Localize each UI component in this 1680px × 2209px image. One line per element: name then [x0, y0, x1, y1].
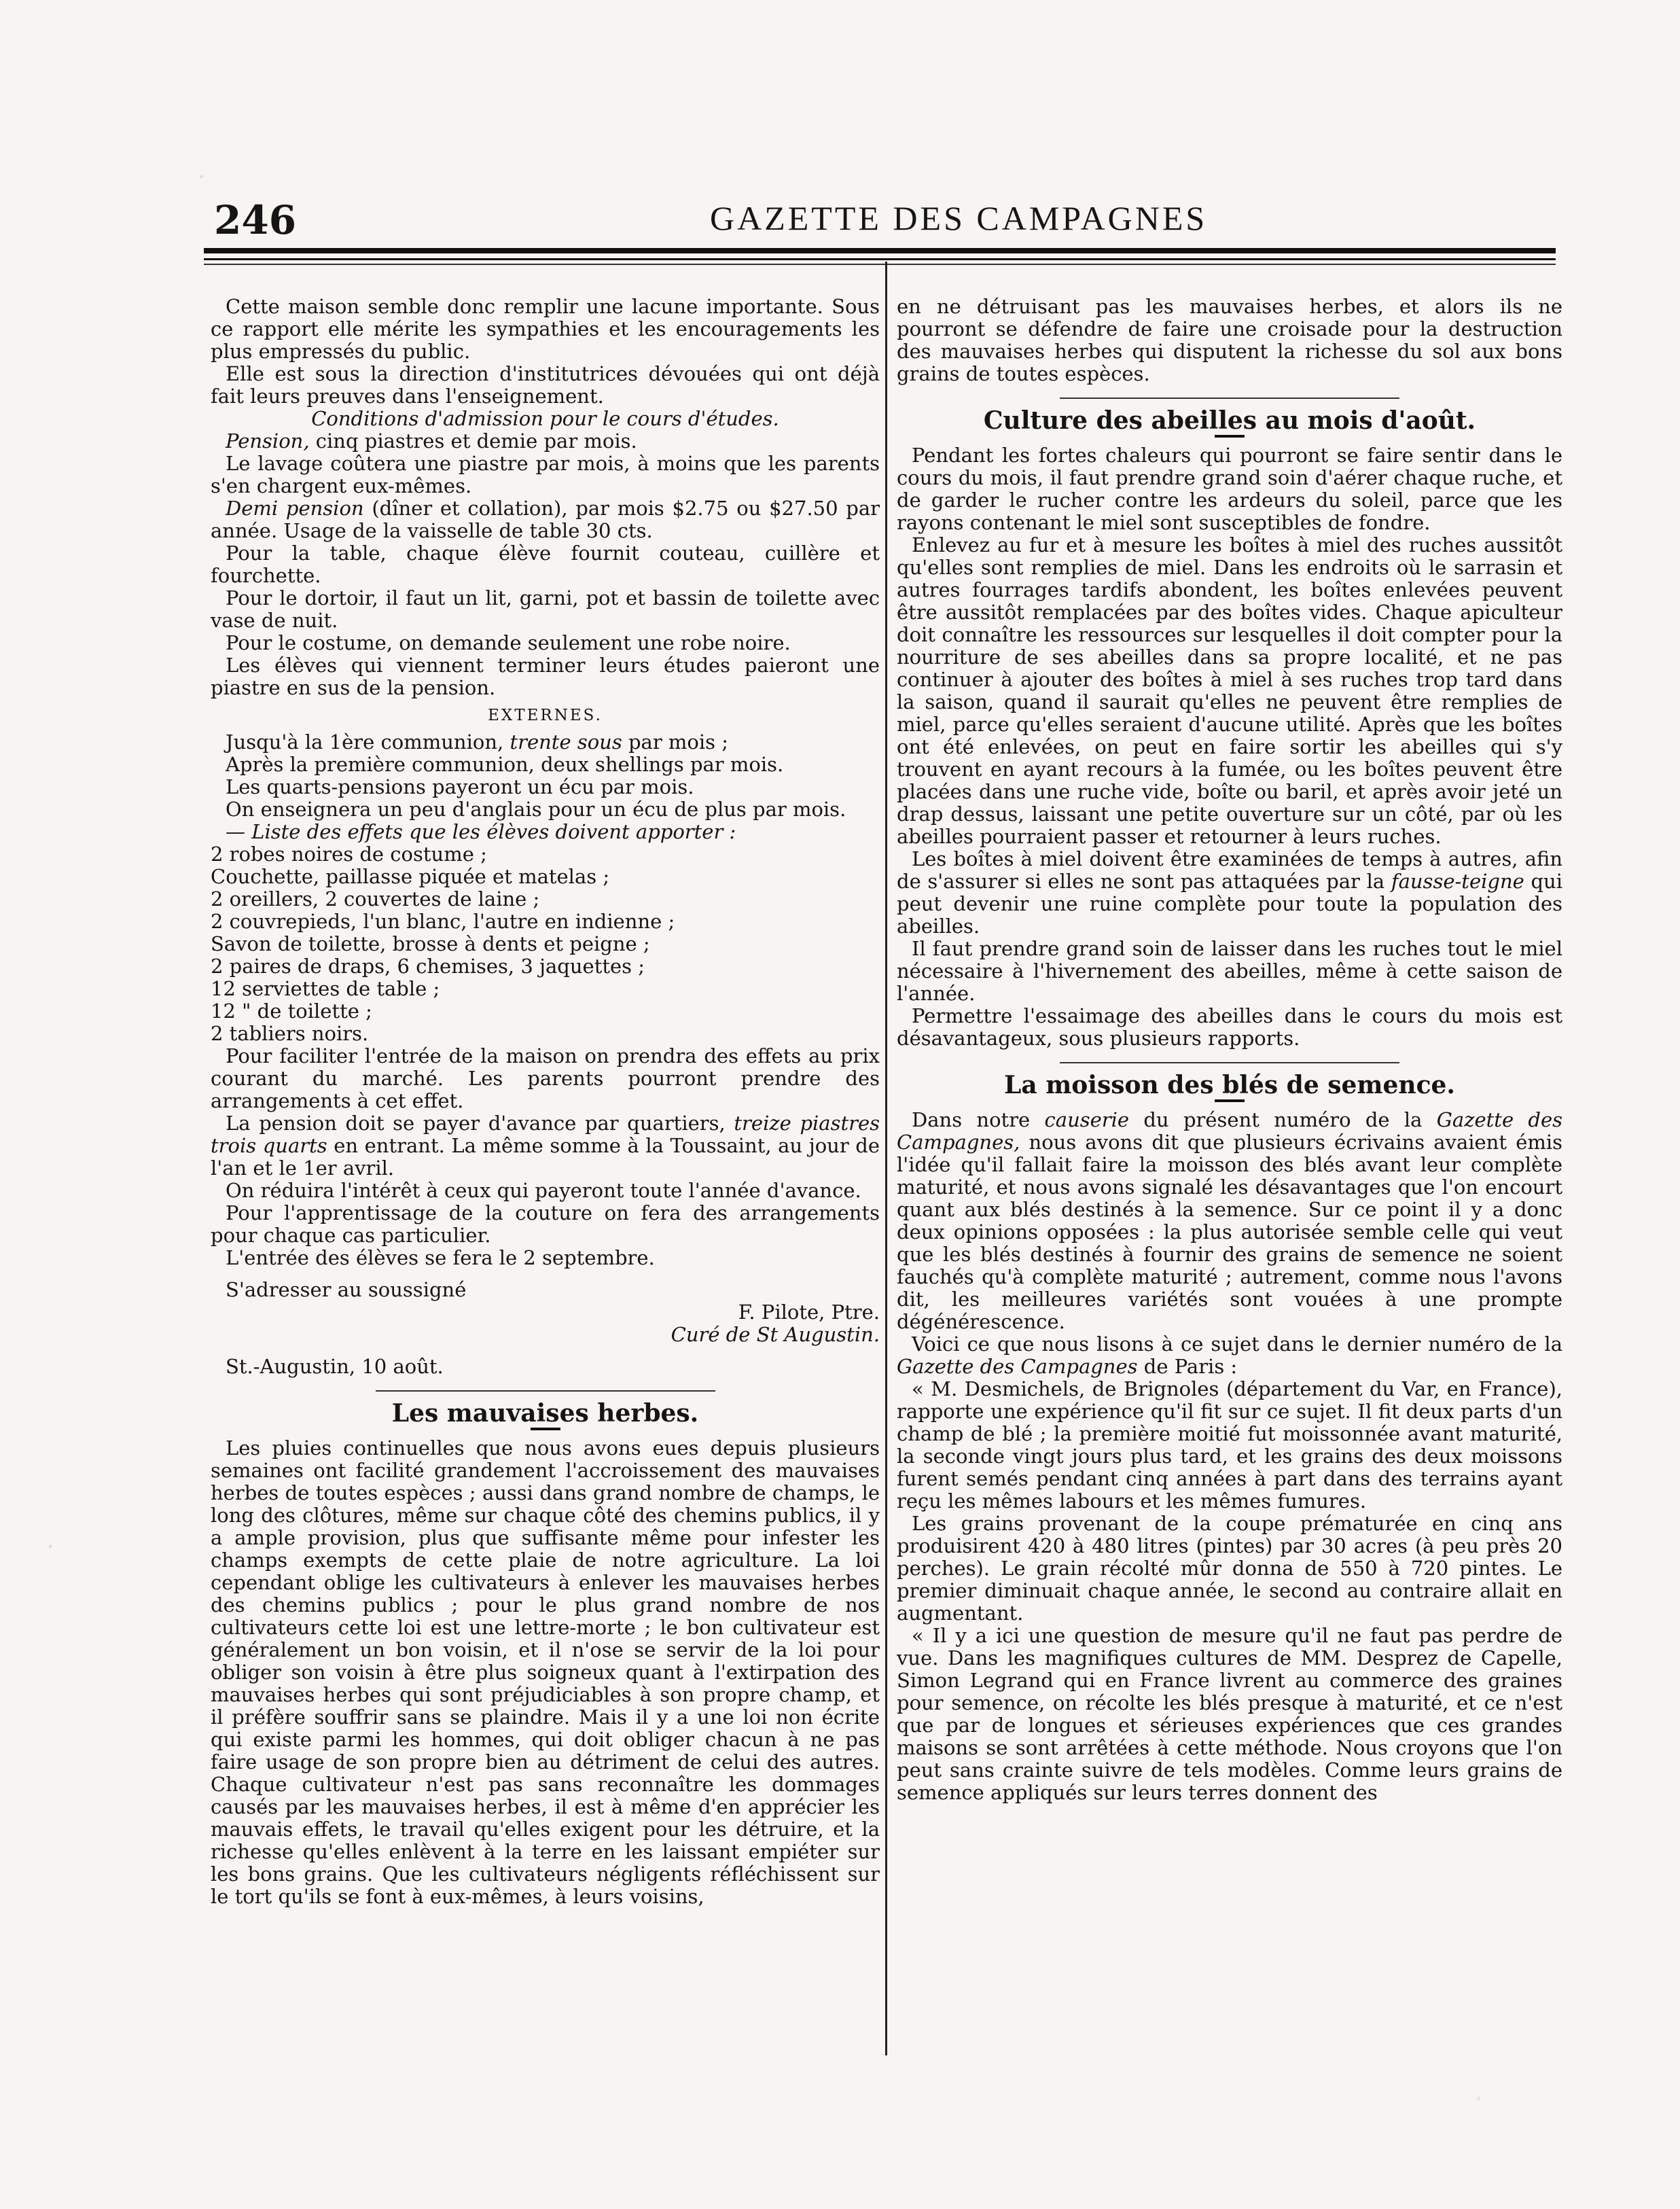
signature-block: [211, 1301, 880, 1346]
entree-paragraph: L'entrée des élèves se fera le 2 septembre.: [226, 1246, 655, 1269]
header-rule-thin: [204, 258, 1556, 260]
table-paragraph: Pour la table, chaque élève fournit couteau, cuillère et fourchette.: [211, 542, 880, 587]
list-item: 2 robes noires de costume ;: [211, 843, 487, 866]
left-column: [211, 296, 880, 1908]
abeilles-paragraph-5: Permettre l'essaimage des abeilles dans le cours du mois est désavantageux, sous plusieurs rapports.: [897, 1004, 1562, 1050]
mauvaises-herbes-heading: Les mauvaises herbes.: [391, 1399, 699, 1428]
signature-title: Curé de St Augustin.: [671, 1323, 880, 1346]
dortoir-paragraph: Pour le dortoir, il faut un lit, garni, pot et bassin de toilette avec vase de nuit.: [211, 586, 880, 632]
page-number: 246: [214, 197, 297, 243]
heading-dash: [1215, 1099, 1245, 1102]
moisson-heading: La moisson des blés de semence.: [1004, 1071, 1455, 1099]
abeilles-heading: Culture des abeilles au mois d'août.: [983, 406, 1476, 435]
list-item: Couchette, paillasse piquée et matelas ;: [211, 865, 610, 888]
externes-line-2: Après la première communion, deux shellings par mois.: [226, 753, 784, 776]
heading-dash: [1215, 435, 1245, 438]
list-item: 12 " de toilette ;: [211, 1000, 372, 1023]
moisson-paragraph-2: Voici ce que nous lisons à ce sujet dans le dernier numéro de la Gazette des Campagnes de Paris :: [897, 1332, 1562, 1378]
couture-paragraph: Pour l'apprentissage de la couture on fera des arrangements pour chaque cas particulier.: [211, 1201, 880, 1247]
externes-heading: EXTERNES.: [488, 707, 603, 724]
pension-paragraph: Pension, cinq piastres et demie par mois.: [226, 429, 637, 453]
lavage-paragraph: Le lavage coûtera une piastre par mois, à moins que les parents s'en chargent eux-mêmes.: [211, 452, 880, 497]
right-column: [897, 296, 1562, 1804]
conditions-heading: Conditions d'admission pour le cours d'études.: [311, 407, 779, 430]
dateline: St.-Augustin, 10 août.: [226, 1355, 444, 1378]
externes-line-1: Jusqu'à la 1ère communion, trente sous par mois ;: [226, 730, 729, 754]
section-rule: [1060, 397, 1399, 399]
header-rule-thin-2: [204, 264, 1556, 265]
section-rule: [1060, 1062, 1399, 1063]
costume-paragraph: Pour le costume, on demande seulement une robe noire.: [226, 631, 791, 654]
abeilles-paragraph-4: Il faut prendre grand soin de laisser dans les ruches tout le miel nécessaire à l'hivernement des abeilles, même à cette saison de l'année.: [897, 937, 1562, 1005]
heading-dash: [531, 1428, 560, 1430]
header-rule: [204, 248, 1556, 253]
eleves-paragraph: Les élèves qui viennent terminer leurs études paieront une piastre en sus de la pension.: [211, 654, 880, 699]
abeilles-paragraph-2: Enlevez au fur et à mesure les boîtes à miel des ruches aussitôt qu'elles sont remplies de miel. Dans les endroits où le sarrasin et autres fourrages tardifs abondent, les boîtes enlevées peuvent être aussitôt remplacées par des boîtes vides. Chaque apiculteur doit connaître les ressources sur lesquelles il doit compter pour la nourriture de ses abeilles dans sa propre localité, et ne pas continuer à ajouter des boîtes à miel à ses ruches trop tard dans la saison, quand il saurait qu'elles ne peuvent être remplies de miel, parce qu'elles seraient d'aucune utilité. Après que les boîtes ont été enlevées, on peut en faire sortir les abeilles qui s'y trouvent en ayant recours à la fumée, ou les boîtes peuvent être placées dans une ruche vide, boîte ou baril, et après avoir jeté un drap dessus, laissant une petite ouverture sur un côté, par où les abeilles pourraient passer et retourner à leurs ruches.: [897, 533, 1562, 848]
page-header: [204, 190, 1562, 245]
signature-name: F. Pilote, Ptre.: [738, 1301, 880, 1324]
newspaper-title: GAZETTE DES CAMPAGNES: [710, 199, 1208, 237]
adresser-paragraph: S'adresser au soussigné: [226, 1278, 467, 1301]
demi-pension-paragraph: Demi pension (dîner et collation), par mois $2.75 ou $27.50 par année. Usage de la vaisselle de table 30 cts.: [211, 497, 880, 542]
abeilles-paragraph-3: Les boîtes à miel doivent être examinées de temps à autres, afin de s'assurer si elles ne sont pas attaquées par la fausse-teigne qui peut devenir une ruine complète pour toute la population des abeilles.: [897, 847, 1562, 938]
list-item: 12 serviettes de table ;: [211, 977, 440, 1000]
list-item: 2 tabliers noirs.: [211, 1022, 369, 1045]
list-item: Savon de toilette, brosse à dents et peigne ;: [211, 932, 650, 955]
list-item: 2 oreillers, 2 couvertes de laine ;: [211, 887, 540, 911]
mauvaises-herbes-article: Les pluies continuelles que nous avons eues depuis plusieurs semaines ont facilité grandement l'accroissement des mauvaises herbes de toutes espèces ; aussi dans grand nombre de champs, le long des clôtures, même sur chaque côté des chemins publics, il y a ample provision, plus que suffisante même pour infester les champs exempts de cette plaie de notre agriculture. La loi cependant oblige les cultivateurs à enlever les mauvaises herbes des chemins publics ; pour le plus grand nombre de nos cultivateurs cette loi est une lettre-morte ; le bon cultivateur est généralement un bon voisin, et il n'ose se servir de la loi pour obliger son voisin à être plus soigneux quant à l'extirpation des mauvaises herbes qui sont préjudiciables à son propre champ, et il préfère souffrir sans se plaindre. Mais il y a une loi non écrite qui existe parmi les hommes, qui doit obliger chacun à ne pas faire usage de son propre bien au détriment de celui des autres. Chaque cultivateur n'est pas sans reconnaître les dommages causés par les mauvaises herbes, il est à même d'en apprécier les mauvais effets, le travail qu'elles exigent pour les détruire, et la richesse qu'elles enlèvent à la terre en les laissant empiéter sur les bons grains. Que les cultivateurs négligents réfléchissent sur le tort qu'ils se font à eux-mêmes, à leurs voisins,: [211, 1436, 880, 1908]
direction-paragraph: Elle est sous la direction d'institutrices dévouées qui ont déjà fait leurs preuves dans l'enseignement.: [211, 362, 880, 408]
moisson-paragraph-5: « Il y a ici une question de mesure qu'il ne faut pas perdre de vue. Dans les magnifiques cultures de MM. Desprez de Capelle, Simon Legrand qui en France livrent au commerce des graines pour semence, on récolte les blés presque à maturité, et ce n'est que par de longues et sérieuses expériences que ces grandes maisons se sont arrêtées à cette méthode. Nous croyons que l'on peut sans crainte suivre de tels modèles. Comme leurs grains de semence appliqués sur leurs terres donnent des: [897, 1624, 1562, 1804]
intro-paragraph: Cette maison semble donc remplir une lacune importante. Sous ce rapport elle mérite les sympathies et les encouragements les plus empressés du public.: [211, 295, 880, 363]
faciliter-paragraph: Pour faciliter l'entrée de la maison on prendra des effets au prix courant du marché. Les parents pourront prendre des arrangements à cet effet.: [211, 1044, 880, 1112]
pension-payment-paragraph: La pension doit se payer d'avance par quartiers, treize piastres trois quarts en entrant. La même somme à la Toussaint, au jour de l'an et le 1er avril.: [211, 1112, 880, 1180]
list-item: 2 couvrepieds, l'un blanc, l'autre en indienne ;: [211, 910, 675, 933]
moisson-paragraph-3: « M. Desmichels, de Brignoles (département du Var, en France), rapporte une expérience qu'il fit sur ce sujet. Il fit deux parts d'un champ de blé ; la première moitié fut moissonnée avant maturité, la seconde vingt jours plus tard, et les grains des deux moissons furent semés pendant cinq années à part dans des terrains ayant reçu les mêmes labours et les mêmes fumures.: [897, 1377, 1562, 1513]
moisson-paragraph-1: Dans notre causerie du présent numéro de la Gazette des Campagnes, nous avons dit que plusieurs écrivains avaient émis l'idée qu'il fallait faire la moisson des blés avant leur complète maturité, et nous avons signalé les désavantages que l'on encourt quant aux blés destinés à la semence. Sur ce point il y a donc deux opinions opposées : la plus autorisée semble celle qui veut que les blés destinés à fournir des grains de semence ne soient fauchés qu'à complète maturité ; autrement, comme nous l'avons dit, les meilleures variétés sont vouées à une prompte dégénérescence.: [897, 1108, 1563, 1333]
section-rule: [376, 1390, 715, 1392]
externes-line-3: Les quarts-pensions payeront un écu par mois.: [226, 775, 694, 798]
externes-line-4: On enseignera un peu d'anglais pour un écu de plus par mois.: [226, 798, 846, 821]
liste-heading: — Liste des effets que les élèves doivent apporter :: [226, 820, 736, 843]
moisson-paragraph-4: Les grains provenant de la coupe prématurée en cinq ans produisirent 420 à 480 litres (pintes) par 30 acres (à peu près 20 perches). Le grain récolté mûr donna de 550 à 720 pintes. Le premier diminuait chaque année, le second au contraire allait en augmentant.: [897, 1512, 1562, 1625]
continuation-paragraph: en ne détruisant pas les mauvaises herbes, et alors ils ne pourront se défendre de faire une croisade pour la destruction des mauvaises herbes qui disputent la richesse du sol aux bons grains de toutes espèces.: [897, 295, 1562, 385]
abeilles-paragraph-1: Pendant les fortes chaleurs qui pourront se faire sentir dans le cours du mois, il faut prendre grand soin d'aérer chaque ruche, et de garder le rucher contre les ardeurs du soleil, parce que les rayons contenant le miel sont susceptibles de fondre.: [897, 444, 1562, 534]
interet-paragraph: On réduira l'intérêt à ceux qui payeront toute l'année d'avance.: [226, 1179, 861, 1202]
list-item: 2 paires de draps, 6 chemises, 3 jaquettes ;: [211, 955, 645, 978]
column-divider: [885, 262, 887, 2055]
